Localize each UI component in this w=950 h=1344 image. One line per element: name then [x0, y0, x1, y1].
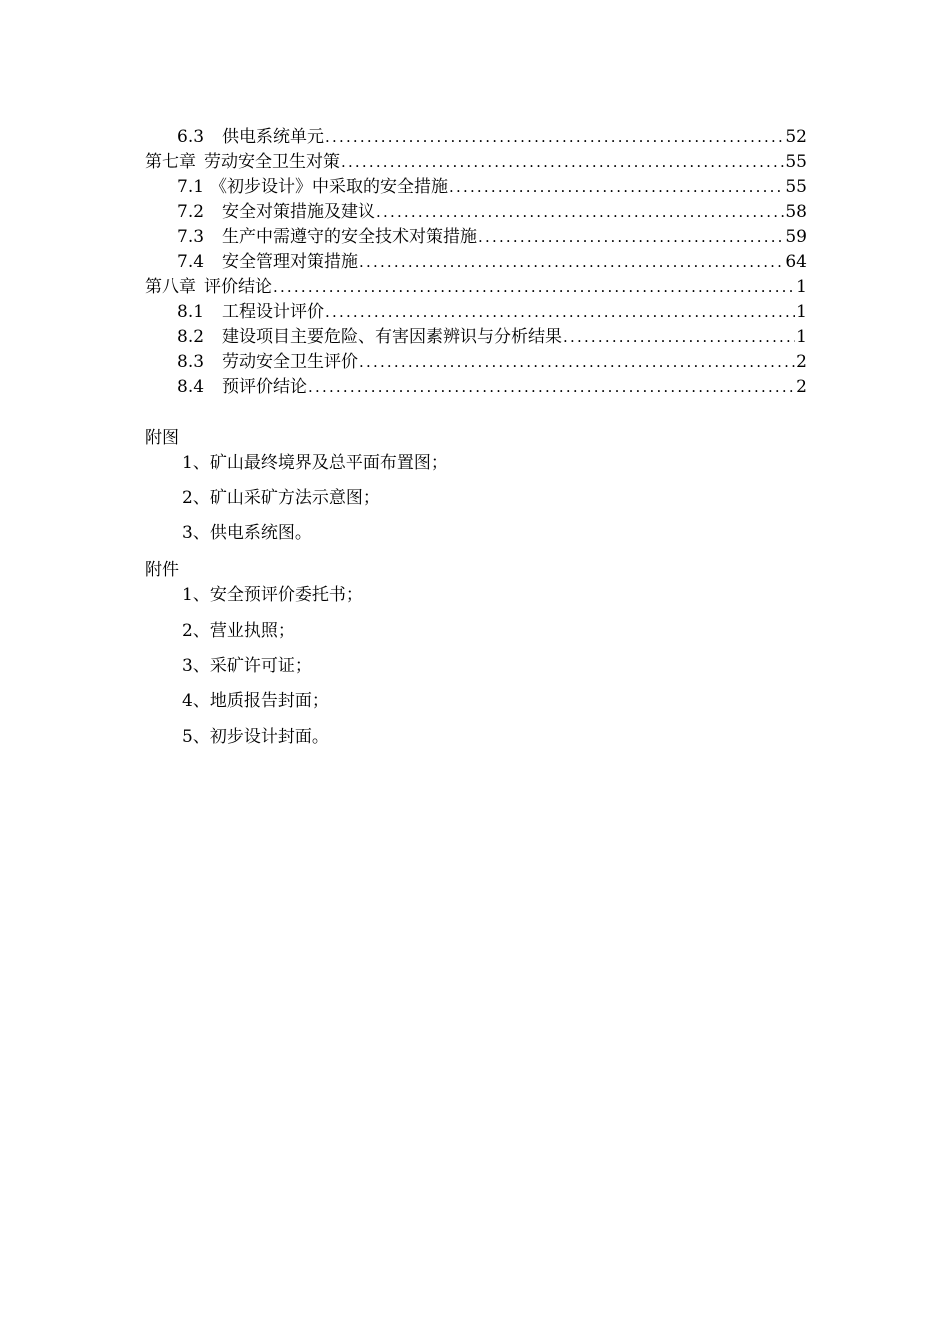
attachment-list-item: 3、采矿许可证； [182, 656, 312, 676]
toc-entry[interactable] [145, 275, 807, 300]
toc-title: 建设项目主要危险、有害因素辨识与分析结果 [222, 327, 563, 347]
toc-title: 劳动安全卫生对策 [204, 152, 340, 172]
figure-list-item: 2、矿山采矿方法示意图； [182, 488, 380, 508]
toc-leader-dots [563, 325, 795, 350]
toc-page-number: 2 [796, 352, 807, 372]
toc-leader-dots [376, 200, 784, 225]
toc-entry[interactable] [145, 225, 807, 250]
toc-entry[interactable] [145, 200, 807, 225]
toc-page-number: 2 [796, 377, 807, 397]
toc-number: 7.1 [177, 177, 205, 197]
toc-title: 《初步设计》中采取的安全措施 [210, 177, 449, 197]
toc-leader-dots [325, 300, 795, 325]
toc-page-number: 58 [785, 202, 807, 222]
toc-page-number: 1 [796, 302, 807, 322]
toc-page-number: 52 [785, 127, 807, 147]
toc-entry[interactable] [145, 350, 807, 375]
toc-number: 8.4 [177, 377, 205, 397]
toc-title: 评价结论 [204, 277, 272, 297]
toc-title: 安全对策措施及建议 [222, 202, 376, 222]
toc-entry[interactable] [145, 250, 807, 275]
toc-leader-dots [325, 125, 784, 150]
toc-number: 7.2 [177, 202, 205, 222]
figure-list-item: 3、供电系统图。 [182, 523, 312, 543]
toc-title: 生产中需遵守的安全技术对策措施 [222, 227, 478, 247]
toc-leader-dots [359, 250, 784, 275]
toc-number: 7.3 [177, 227, 205, 247]
toc-number: 8.1 [177, 302, 205, 322]
toc-leader-dots [308, 375, 795, 400]
toc-leader-dots [341, 150, 784, 175]
attachment-list-item: 4、地质报告封面； [182, 691, 329, 711]
toc-page-number: 55 [785, 152, 807, 172]
toc-entry[interactable] [145, 325, 807, 350]
toc-entry[interactable] [145, 300, 807, 325]
toc-number: 第八章 [145, 277, 196, 297]
toc-number: 8.3 [177, 352, 205, 372]
toc-number: 第七章 [145, 152, 196, 172]
toc-leader-dots [359, 350, 795, 375]
toc-number: 6.3 [177, 127, 205, 147]
toc-title: 供电系统单元 [222, 127, 325, 147]
toc-page-number: 1 [796, 277, 807, 297]
attachments-heading: 附件 [145, 560, 179, 580]
attachment-list-item: 1、安全预评价委托书； [182, 585, 363, 605]
toc-page-number: 55 [785, 177, 807, 197]
toc-title: 预评价结论 [222, 377, 308, 397]
toc-page-number: 1 [796, 327, 807, 347]
toc-page-number: 64 [785, 252, 807, 272]
toc-leader-dots [478, 225, 784, 250]
toc-leader-dots [449, 175, 784, 200]
toc-entry[interactable] [145, 175, 807, 200]
toc-number: 7.4 [177, 252, 205, 272]
toc-number: 8.2 [177, 327, 205, 347]
toc-entry[interactable] [145, 375, 807, 400]
toc-leader-dots [273, 275, 795, 300]
toc-entry[interactable] [145, 125, 807, 150]
toc-title: 劳动安全卫生评价 [222, 352, 359, 372]
figure-list-item: 1、矿山最终境界及总平面布置图； [182, 453, 448, 473]
toc-title: 工程设计评价 [222, 302, 325, 322]
toc-title: 安全管理对策措施 [222, 252, 359, 272]
attachment-list-item: 2、营业执照； [182, 621, 295, 641]
toc-page-number: 59 [785, 227, 807, 247]
attachment-list-item: 5、初步设计封面。 [182, 727, 329, 747]
table-of-contents [145, 125, 807, 400]
figures-heading: 附图 [145, 428, 179, 448]
toc-entry[interactable] [145, 150, 807, 175]
